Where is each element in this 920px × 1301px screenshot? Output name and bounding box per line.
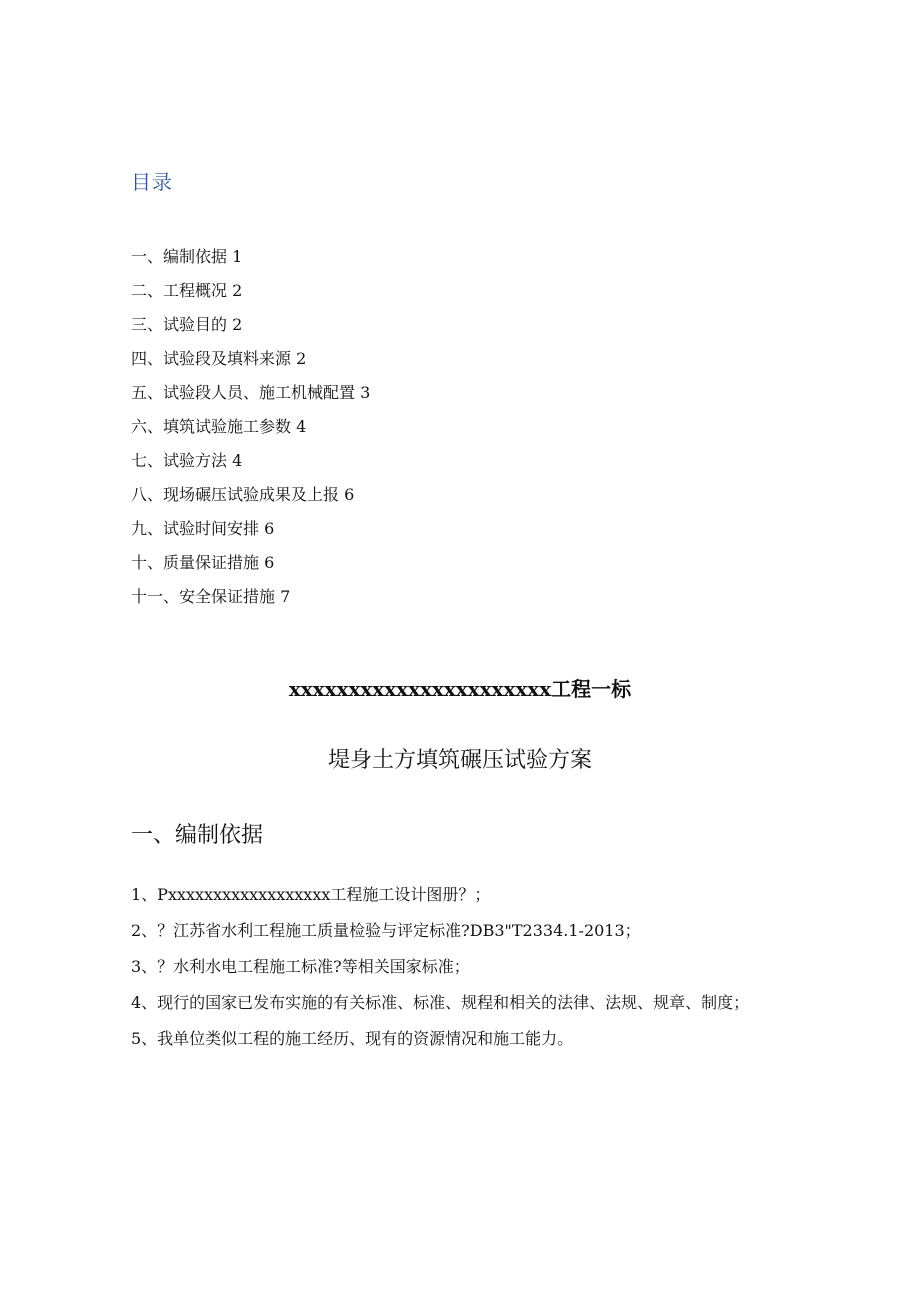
toc-item[interactable]: 十一、安全保证措施 7 [131, 587, 291, 606]
basis-item: 1、Pxxxxxxxxxxxxxxxxxx工程施工设计图册？； [131, 885, 491, 904]
basis-item: 5、我单位类似工程的施工经历、现有的资源情况和施工能力。 [131, 1029, 574, 1048]
basis-item: 3、？水利水电工程施工标准?等相关国家标准； [131, 957, 470, 976]
basis-item: 4、现行的国家已发布实施的有关标准、标准、规程和相关的法律、法规、规章、制度； [131, 993, 750, 1012]
toc-item[interactable]: 四、试验段及填料来源 2 [131, 349, 307, 368]
basis-list [131, 880, 791, 1060]
toc-item[interactable]: 十、质量保证措施 6 [131, 553, 275, 572]
toc-item[interactable]: 二、工程概况 2 [131, 281, 243, 300]
toc-title: 目录 [131, 170, 173, 194]
basis-item: 2、？江苏省水利工程施工质量检验与评定标准?DB3"T2334.1-2013； [131, 921, 641, 940]
toc-item[interactable]: 五、试验段人员、施工机械配置 3 [131, 383, 371, 402]
toc-item[interactable]: 六、填筑试验施工参数 4 [131, 417, 307, 436]
toc-item[interactable]: 三、试验目的 2 [131, 315, 243, 334]
toc-list [131, 244, 370, 618]
toc-item[interactable]: 七、试验方法 4 [131, 451, 243, 470]
toc-item[interactable]: 一、编制依据 1 [131, 247, 243, 266]
toc-item[interactable]: 九、试验时间安排 6 [131, 519, 275, 538]
document-title: xxxxxxxxxxxxxxxxxxxxxx工程一标 [288, 677, 632, 701]
toc-item[interactable]: 八、现场碾压试验成果及上报 6 [131, 485, 355, 504]
section-heading: 一、编制依据 [131, 823, 264, 848]
document-subtitle: 堤身土方填筑碾压试验方案 [327, 748, 592, 773]
